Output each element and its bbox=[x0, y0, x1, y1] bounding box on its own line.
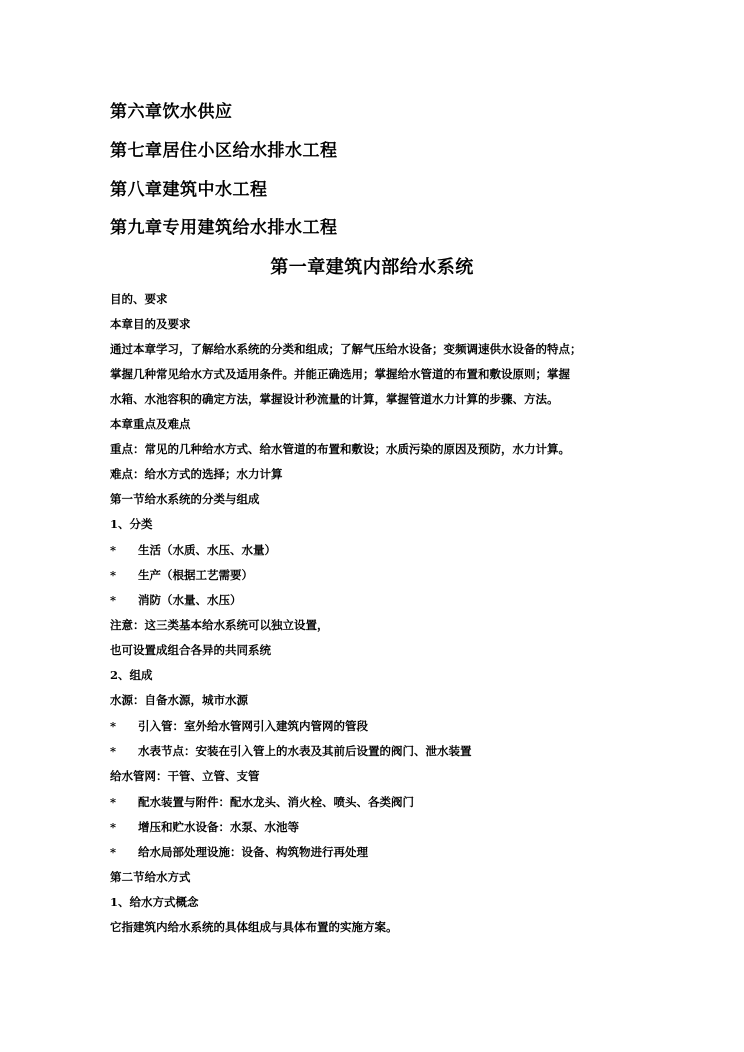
chapter-heading-8: 第八章建筑中水工程 bbox=[110, 180, 268, 200]
bullet-item bbox=[110, 819, 299, 835]
bullet-item bbox=[110, 592, 242, 608]
bullet-text: 生活（水质、水压、水量） bbox=[138, 543, 276, 557]
text-line: 难点：给水方式的选择；水力计算 bbox=[110, 467, 283, 481]
bullet-text: 引入管：室外给水管网引入建筑内管网的管段 bbox=[138, 719, 368, 733]
text-line: 本章目的及要求 bbox=[110, 317, 191, 331]
text-line: 水箱、水池容积的确定方法，掌握设计秒流量的计算，掌握管道水力计算的步骤、方法。 bbox=[110, 392, 559, 406]
bullet-text: 配水装置与附件：配水龙头、消火栓、喷头、各类阀门 bbox=[138, 795, 414, 809]
section-heading: 第一节给水系统的分类与组成 bbox=[110, 492, 260, 506]
bullet-item bbox=[110, 718, 368, 734]
text-line: 1、分类 bbox=[110, 517, 153, 531]
text-line: 重点：常见的几种给水方式、给水管道的布置和敷设；水质污染的原因及预防，水力计算。 bbox=[110, 442, 570, 456]
bullet-item bbox=[110, 743, 472, 759]
bullet-item bbox=[110, 542, 276, 558]
text-line: 2、组成 bbox=[110, 668, 153, 682]
bullet-item bbox=[110, 844, 368, 860]
text-line: 1、给水方式概念 bbox=[110, 895, 199, 909]
text-line: 水源：自备水源，城市水源 bbox=[110, 693, 248, 707]
bullet-mark: * bbox=[110, 820, 117, 834]
bullet-item bbox=[110, 567, 253, 583]
bullet-mark: * bbox=[110, 593, 117, 607]
chapter-heading-7: 第七章居住小区给水排水工程 bbox=[110, 141, 338, 161]
text-line: 给水管网：干管、立管、支管 bbox=[110, 769, 260, 783]
main-title: 第一章建筑内部给水系统 bbox=[270, 257, 474, 278]
bullet-text: 生产（根据工艺需要） bbox=[138, 568, 253, 582]
bullet-item bbox=[110, 794, 414, 810]
text-line: 它指建筑内给水系统的具体组成与具体布置的实施方案。 bbox=[110, 920, 398, 934]
text-line: 掌握几种常见给水方式及适用条件。并能正确选用；掌握给水管道的布置和敷设原则；掌握 bbox=[110, 367, 570, 381]
bullet-text: 增压和贮水设备：水泵、水池等 bbox=[138, 820, 299, 834]
section-heading: 第二节给水方式 bbox=[110, 870, 191, 884]
bullet-mark: * bbox=[110, 845, 117, 859]
bullet-mark: * bbox=[110, 719, 117, 733]
text-line: 本章重点及难点 bbox=[110, 417, 191, 431]
bullet-text: 消防（水量、水压） bbox=[138, 593, 242, 607]
bullet-text: 给水局部处理设施：设备、构筑物进行再处理 bbox=[138, 845, 368, 859]
bullet-text: 水表节点：安装在引入管上的水表及其前后设置的阀门、泄水装置 bbox=[138, 744, 472, 758]
bullet-mark: * bbox=[110, 744, 117, 758]
bullet-mark: * bbox=[110, 543, 117, 557]
text-line: 目的、要求 bbox=[110, 292, 168, 306]
text-line: 通过本章学习，了解给水系统的分类和组成；了解气压给水设备；变频调速供水设备的特点； bbox=[110, 342, 582, 356]
chapter-heading-9: 第九章专用建筑给水排水工程 bbox=[110, 218, 338, 238]
text-line: 也可设置成组合各异的共同系统 bbox=[110, 643, 271, 657]
chapter-heading-6: 第六章饮水供应 bbox=[110, 102, 233, 122]
text-line: 注意：这三类基本给水系统可以独立设置， bbox=[110, 618, 329, 632]
bullet-mark: * bbox=[110, 795, 117, 809]
bullet-mark: * bbox=[110, 568, 117, 582]
